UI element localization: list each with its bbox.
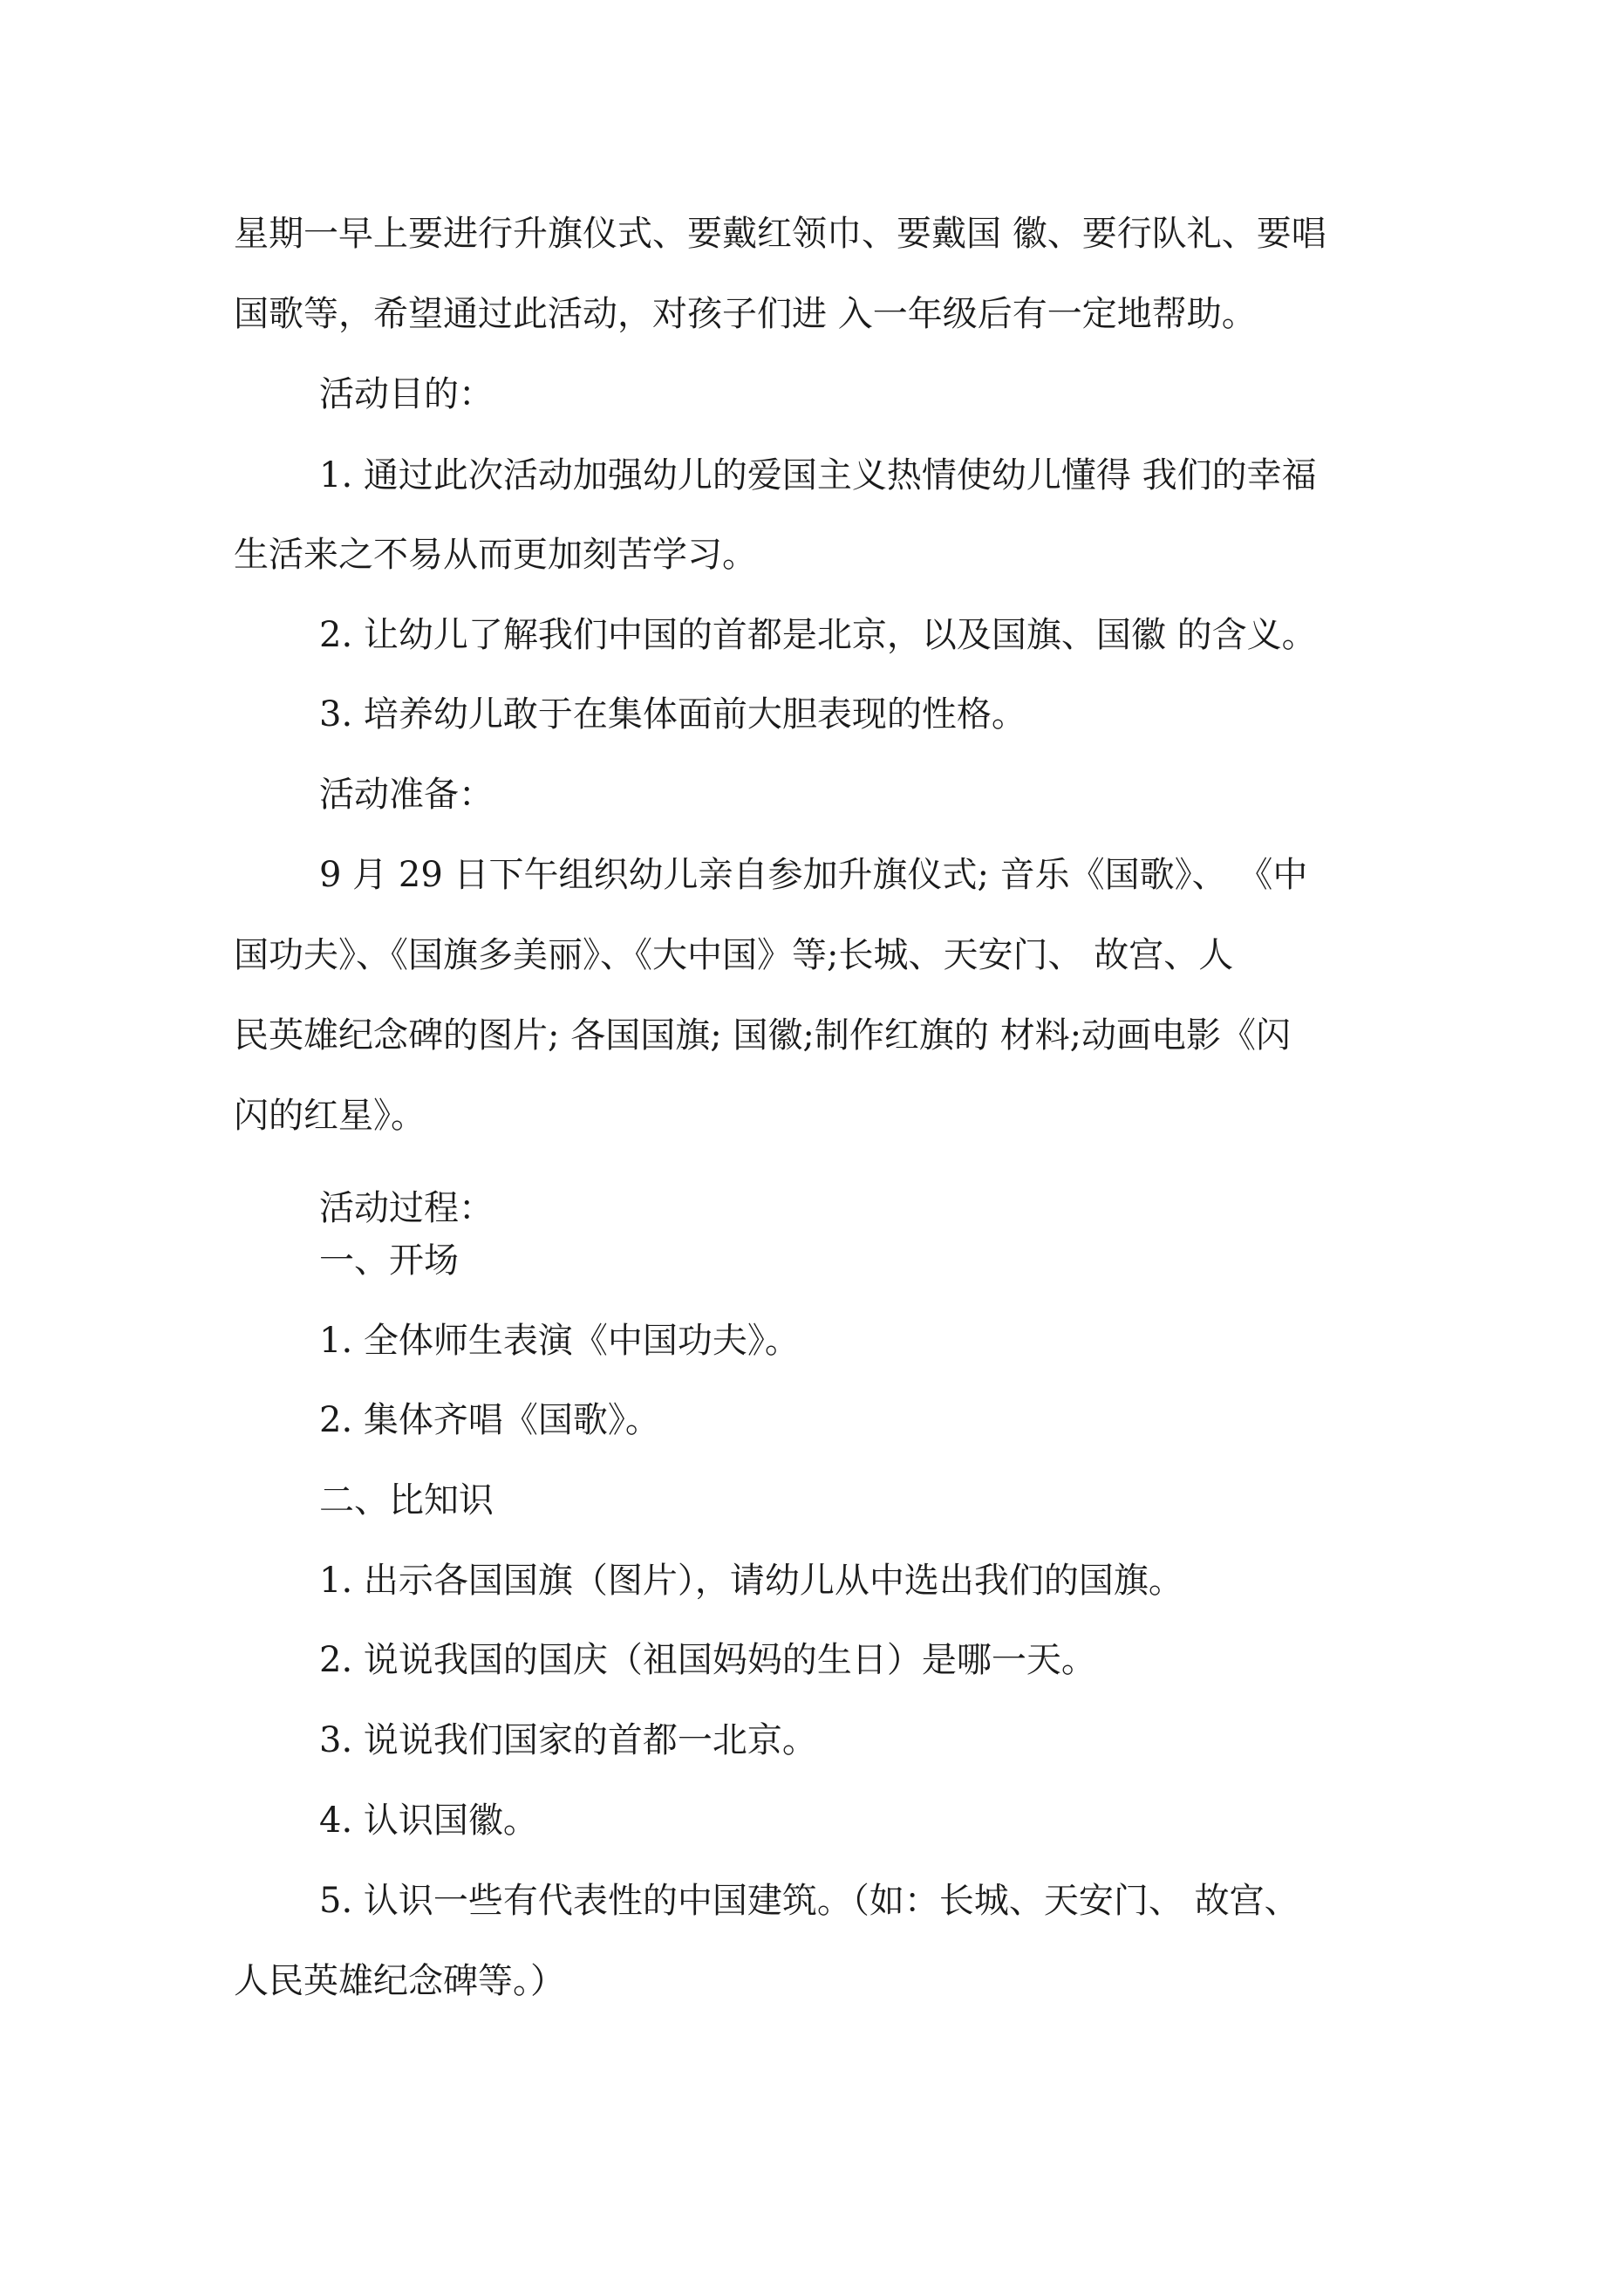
section-heading: 活动过程：: [319, 1188, 494, 1228]
list-item: 1. 全体师生表演《中国功夫》。: [319, 1321, 800, 1361]
paragraph-line: 闪的红星》。: [234, 1096, 426, 1136]
paragraph-line: 国歌等，希望通过此活动，对孩子们进 入一年级后有一定地帮助。: [234, 294, 1257, 334]
subsection-heading: 一、开场: [319, 1240, 459, 1281]
list-item: 2. 说说我国的国庆（祖国妈妈的生日）是哪一天。: [319, 1640, 1096, 1680]
section-heading: 活动准备：: [319, 775, 494, 815]
paragraph-line: 生活来之不易从而更加刻苦学习。: [234, 535, 757, 575]
list-item: 1. 通过此次活动加强幼儿的爱国主义热情使幼儿懂得 我们的幸福: [319, 455, 1317, 495]
section-heading: 活动目的：: [319, 374, 494, 414]
list-item: 3. 说说我们国家的首都一北京。: [319, 1720, 817, 1760]
subsection-heading: 二、比知识: [319, 1480, 494, 1520]
paragraph-line: 国功夫》、《国旗多美丽》、《大中国》等;长城、天安门、 故宫、人: [234, 935, 1234, 975]
list-item: 1. 出示各国国旗（图片），请幼儿从中选出我们的国旗。: [319, 1561, 1183, 1601]
list-item: 3. 培养幼儿敢于在集体面前大胆表现的性格。: [319, 694, 1026, 735]
list-item: 2. 集体齐唱《国歌》。: [319, 1400, 660, 1440]
paragraph-line: 民英雄纪念碑的图片; 各国国旗; 国徽;制作红旗的 材料;动画电影《闪: [234, 1015, 1292, 1056]
paragraph-line: 人民英雄纪念碑等。）: [234, 1961, 565, 2001]
list-item: 2. 让幼儿了解我们中国的首都是北京，以及国旗、国徽 的含义。: [319, 615, 1317, 655]
list-item: 4. 认识国徽。: [319, 1801, 538, 1841]
list-item: 5. 认识一些有代表性的中国建筑。（如：长城、天安门、 故宫、: [319, 1881, 1299, 1921]
paragraph-line: 星期一早上要进行升旗仪式、要戴红领巾、要戴国 徽、要行队礼、要唱: [234, 214, 1326, 254]
paragraph-line: 9 月 29 日下午组织幼儿亲自参加升旗仪式; 音乐《国歌》、 《中: [319, 855, 1308, 895]
